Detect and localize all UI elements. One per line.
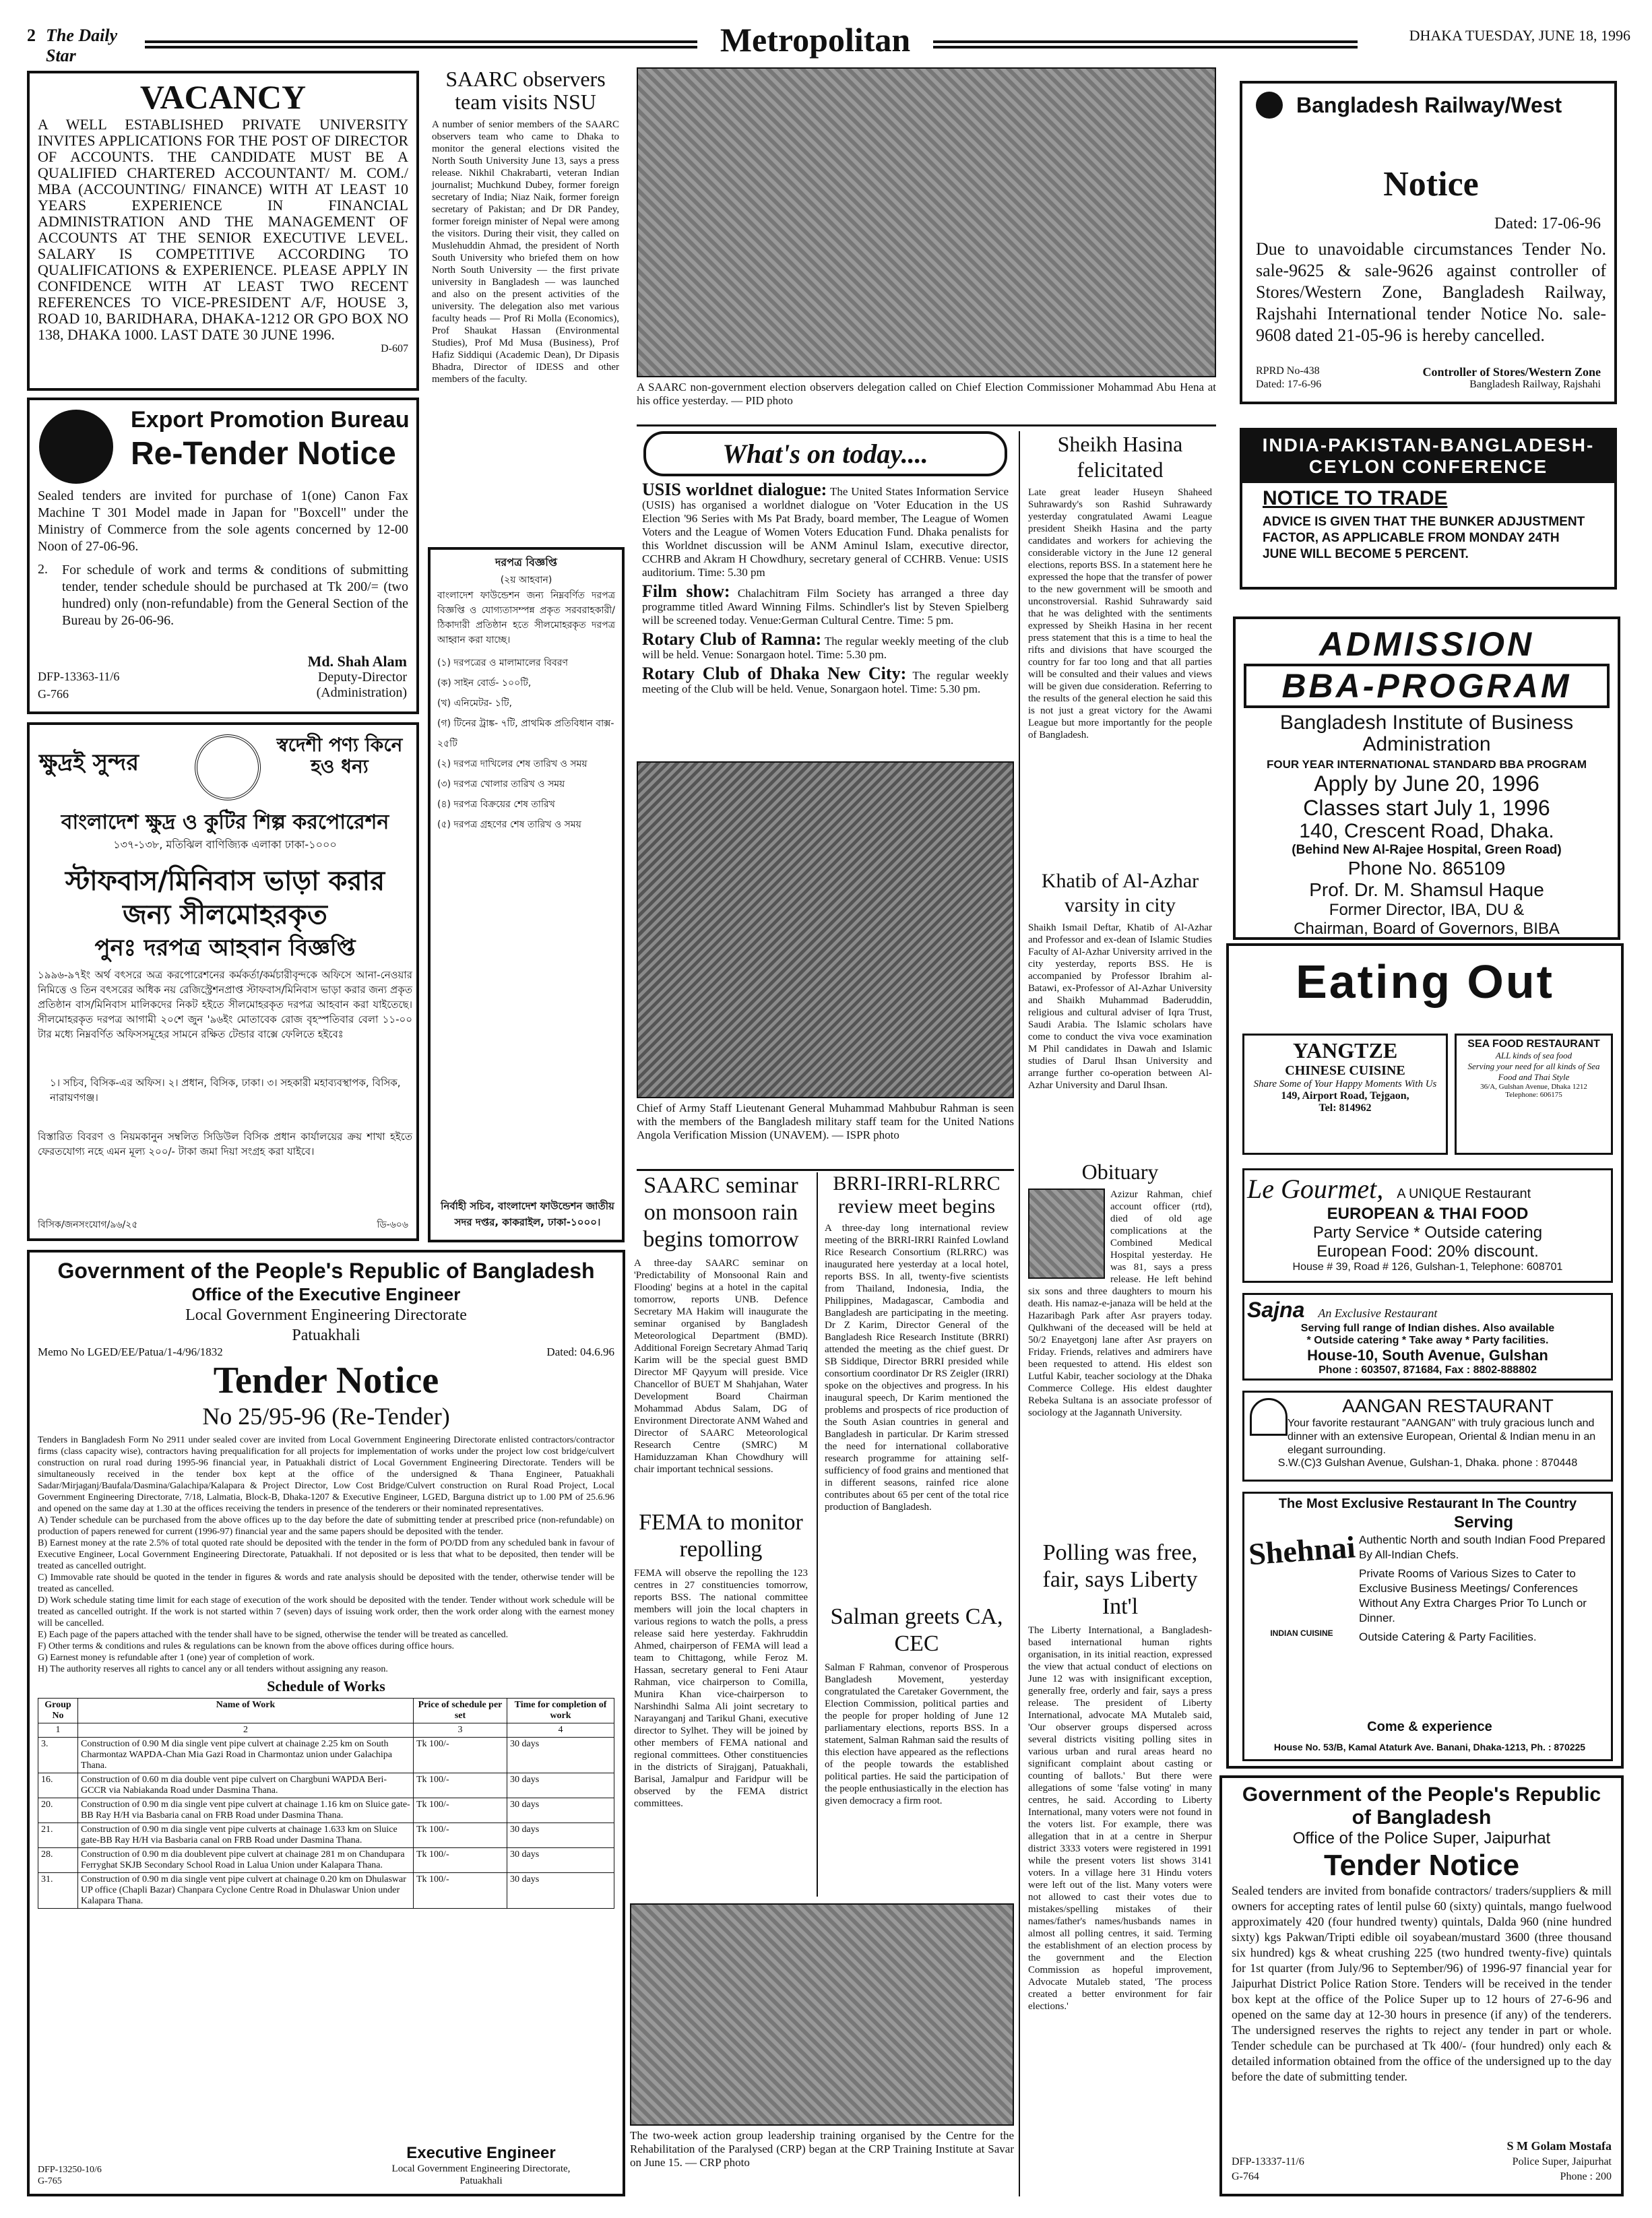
bt-item: (খ) এনিমেটর- ১টি,	[437, 698, 512, 709]
aangan-name: AANGAN RESTAURANT	[1342, 1395, 1554, 1416]
police-body: Sealed tenders are invited from bonafide contractors/ traders/suppliers & mill owners for accepting rates of lentil pulse 60 (sixty) quintals, mango fuelwood approximately 420 (four hundred twenty) quintals, Dalda 960 (nine hundred sixty) kgs Pakwan/Tripti edible oil soyabean/mustard 3600 (three thousand six hundred) kgs & wheat crushing 225 (two hundred twenty-five) quintals for 1st quarter (from July/96 to September/96) of 1996-97 financial year for Jaipurhat District Police Ration Store. Tenders will be received in the tender box kept at the office of the Police Super up to 12 hours of 27-6-96 and opened on the same day at 12-30 hours in presence (if any) of the tenderers. The undersigned reserves the rights to reject any tender in part or whole. Tender schedule can be purchased at Tk 400/- (four hundred) only each & detailed information obtained from the office of the undersigned up to the day before the date of submitting tender.	[1232, 1884, 1612, 2083]
police-role: Police Super, Jaipurhat	[1512, 2156, 1612, 2167]
story-headline: Sheikh Hasina felicitated	[1057, 432, 1183, 482]
table-row	[38, 1798, 614, 1823]
railway-logo-icon	[1256, 92, 1283, 119]
whats-on-text: The United States Information Service (USIS) has organised a worldnet dialogue on 'Voter Education in the US Election '96 Series with Ms Pat Brady, board member, The League of Women Voters and the League of Women Voters Education Fund. Dhaka penalists for this Worldnet discussion will be ANM Aminul Islam, executive director, CCHRB and Akram H Chowdhury, secretary general of CCHRB. Venue: USIS auditorium. Time: 5.30 pm	[642, 485, 1009, 579]
bscic-headline-3: পুনঃ দরপত্র আহবান বিজ্ঞপ্তি	[94, 934, 356, 961]
lged-condition: D) Work schedule stating time limit for each stage of execution of the work should be deposited with the tender. Tender without work schedule will be treated as cancelled outright. If the work is not started within 7 (seven) days of issuing work order, then the work order along with the earnest money will be cancelled.	[38, 1595, 614, 1628]
epb-para-2: For schedule of work and terms & conditions of submitting tender, tender schedule should be purchased at Tk 200/= (two hundred) only (non-refundable) from the General Section of the Bureau by 26-06-96.	[62, 563, 408, 628]
epb-title: Re-Tender Notice	[131, 436, 396, 472]
yangtze-ad	[1242, 1034, 1448, 1155]
aangan-address: S.W.(C)3 Gulshan Avenue, Gulshan-1, Dhaka. phone : 870448	[1277, 1457, 1578, 1469]
vacancy-body: A WELL ESTABLISHED PRIVATE UNIVERSITY INVITES APPLICATIONS FOR THE POST OF DIRECTOR OF ACCOUNTS. THE CANDIDATE MUST BE A QUALIFIED CHARTERED ACCOUNTANT/ M. COM./ MBA (ACCOUNTING/ FINANCE) WITH AT LEAST 10 YEARS EXPERIENCE IN FINANCIAL ADMINISTRATION AND THE MANAGEMENT OF ACCOUNTS AT THE SENIOR EXECUTIVE LEVEL. SALARY IS COMPETITIVE ACCORDING TO QUALIFICATIONS & EXPERIENCE. PLEASE APPLY IN CONFIDENCE WITH AT LEAST TWO RECENT REFERENCES TO VICE-PRESIDENT A/F, HOUSE 3, ROAD 10, BARIDHARA, DHAKA-1212 OR GPO BOX NO 138, DHAKA 1000. LAST DATE 30 JUNE 1996.	[38, 116, 408, 343]
sajna-tag: An Exclusive Restaurant	[1318, 1306, 1438, 1320]
gourmet-address: House # 39, Road # 126, Gulshan-1, Telephone: 608701	[1292, 1261, 1563, 1273]
bscic-slogan-right: স্বদেশী পণ্য কিনে হও ধন্য	[276, 734, 403, 778]
rule	[637, 1169, 1014, 1171]
bba-phone: Phone No. 865109	[1347, 858, 1506, 879]
th-group: Group No	[38, 1699, 78, 1723]
table-row	[38, 1848, 614, 1873]
ipbc-title: NOTICE TO TRADE	[1263, 487, 1448, 509]
story-body: Azizur Rahman, chief account officer (rtd), died of old age complications at the Combined Medical Hospital yesterday. He was 81, says a press release. He left behind six sons and three daughters to mourn his death. His namaz-e-janaza will be held at the Hazaribagh Park after Asr prayers today. Qulkhwani of the deceased will be held at 50/2 Enayetgonj lane after Asr prayers on Friday. Friends, relatives and admirers have been requested to attend. His eldest son Lutful Kabir, teacher sociology at the Dhaka Commerce College. His eldest daughter Rebeka Sultana is an associate professor of sociology at the Jagannath University.	[1028, 1189, 1212, 1418]
aangan-body: Your favorite restaurant "AANGAN" with truly gracious lunch and dinner with an extensive European, Oriental & Indian menu in an elegant surrounding.	[1288, 1418, 1596, 1456]
yangtze-name: YANGTZE	[1292, 1038, 1398, 1063]
lged-condition: F) Other terms & conditions and rules & regulations can be known from the above offices during office hours.	[38, 1641, 455, 1651]
lged-dated: Dated: 04.6.96	[546, 1345, 614, 1358]
yangtze-tel: Tel: 814962	[1319, 1102, 1372, 1114]
lged-condition: B) Earnest money at the rate 2.5% of total quoted rate should be deposited with the tender in the form of PO/DD from any scheduled bank in favour of Executive Engineer, Local Government Engineering Directorate, Patuakhali. If not deposited or is less that what to be deposited, then tender will be treated as cancelled outright.	[38, 1538, 614, 1571]
section-title: Metropolitan	[720, 21, 911, 59]
railway-ref-date: Dated: 17-6-96	[1256, 379, 1322, 390]
bscic-address: ১৩৭-১৩৮, মতিঝিল বাণিজ্যিক এলাকা ঢাকা-১০০০	[113, 838, 337, 851]
story-headline: Polling was free, fair, says Liberty Int'l	[1042, 1540, 1198, 1619]
bscic-footer: বিস্তারিত বিবরণ ও নিয়মকানুন সম্বলিত সিডিউল বিসিক প্রধান কার্যালয়ের ক্রয় শাখা হইতে ফেরতযোগ্য নহে এমন মূল্য ২০০/- টাকা জমা দিয়া সংগ্রহ করা যাইবে।	[38, 1131, 412, 1158]
lged-place: Patuakhali	[292, 1327, 360, 1344]
shehnai-top: The Most Exclusive Restaurant In The Country	[1278, 1496, 1577, 1511]
railway-title: Notice	[1383, 165, 1479, 203]
th-name: Name of Work	[78, 1699, 414, 1723]
railway-signer-2: Bangladesh Railway, Rajshahi	[1469, 379, 1601, 390]
seafood-name: SEA FOOD RESTAURANT	[1467, 1038, 1600, 1050]
polling-story	[1024, 1540, 1216, 2196]
cell: Construction of 0.60 m dia double vent pipe culvert on Chargbuni WAPDA Beri-GCCR via Nabiakanda Road under Dasmina Thana.	[78, 1773, 414, 1798]
cell: 28.	[38, 1848, 78, 1873]
whats-on-text: The regular weekly meeting of the Club will be held. Venue, Sonargaon hotel. Time: 5.30 pm.	[642, 669, 1009, 695]
story-body: The Liberty International, a Bangladesh-based international human rights organisation, in its initial reaction, expressed the view that actual conduct of elections on June 12 was with insignificant exception, generally free, orderly and fair, says a press release. The president of Liberty International, advocate MA Mutaleb said, 'Our observer groups dispersed across several districts visiting polling sites in various urban and rural areas heard no significant complaint about casting or counting of ballots.' But there were allegations of some 'false voting' in many centres, he said. According to Liberty International, many voters were not found in the voters list. For example, there was allegation that in at a centre in Sherpur district 3333 voters were registered in 1991 while the present voters list shows 3141 voters. In a village here 31 Hindu voters were left out of the list. Many voters were not allowed to cast their votes due to mistakes/spelling mistakes of their names/father's names/husbands names in almost all polling centres, it said. Terming the establishment of an election process by the government and the Election Commission as hopeful improvement, Advocate Mutaleb stated, 'The process created a better environment for fair elections.'	[1028, 1625, 1212, 2012]
whats-on-head: Film show:	[642, 581, 730, 601]
seafood-address: 36/A, Gulshan Avenue, Dhaka 1212	[1480, 1083, 1587, 1091]
shehnai-sub: INDIAN CUISINE	[1270, 1628, 1333, 1638]
gourmet-name: Le Gourmet,	[1247, 1174, 1384, 1204]
sajna-address: House-10, South Avenue, Gulshan	[1307, 1347, 1548, 1364]
shehnai-bullet: Authentic North and south Indian Food Prepared By All-Indian Chefs.	[1359, 1533, 1606, 1561]
bba-address: 140, Crescent Road, Dhaka.	[1299, 820, 1554, 842]
lged-subtitle: No 25/95-96 (Re-Tender)	[202, 1403, 450, 1430]
whats-on-text: The regular weekly meeting of the club will be held. Venue: Sonargaon hotel. Time: 5.30 pm.	[642, 635, 1009, 661]
sajna-name: Sajna	[1247, 1298, 1305, 1322]
eating-out-title: Eating Out	[1296, 955, 1554, 1008]
cell: Construction of 0.90 m dia single vent pipe culvert at chainage 1.16 km on Sluice gate-BB Ray H/H via Basbaria canal on FRB Road under Dasmina Thana.	[78, 1798, 414, 1823]
cell: Tk 100/-	[414, 1823, 507, 1848]
epb-signer: Md. Shah Alam	[307, 653, 407, 670]
aangan-logo-icon	[1250, 1398, 1288, 1436]
bscic-tender-ad	[27, 722, 419, 1241]
bscic-headline-2: জন্য সীলমোহরকৃত	[123, 899, 327, 930]
gourmet-cuisine: EUROPEAN & THAI FOOD	[1327, 1205, 1529, 1223]
bt-item: (৫) দরপত্র গ্রহণের শেষ তারিখ ও সময়	[437, 819, 581, 830]
whats-on-head: Rotary Club of Ramna:	[642, 629, 822, 649]
epb-code: G-766	[38, 687, 69, 701]
bt-sub: (২য় আহবান)	[500, 575, 552, 585]
lged-title: Tender Notice	[213, 1360, 439, 1401]
eating-out-section	[1226, 943, 1624, 1769]
seafood-tag-2: Serving your need for all kinds of Sea Food and Thai Style	[1467, 1061, 1600, 1082]
epb-para-1: Sealed tenders are invited for purchase of 1(one) Canon Fax Machine T 301 Model made in Japan for "Boxcell" under the Ministry of Commerce from the sole agents concerned by 12-00 Noon of 27-06-96.	[38, 488, 408, 554]
sajna-ad	[1242, 1293, 1613, 1381]
th-index: 3	[414, 1723, 507, 1738]
story-headline: BRRI-IRRI-RLRRC review meet begins	[833, 1172, 1000, 1217]
seafood-tel: Telephone: 606175	[1505, 1091, 1562, 1099]
paper-name: The Daily Star	[46, 26, 118, 65]
bscic-code: ডি-৬০৬	[377, 1219, 408, 1230]
masthead	[27, 20, 1630, 67]
story-body: A number of senior members of the SAARC observers team who came to Dhaka to monitor the general elections visited the North South University June 13, says a press release. Nikhil Chakrabarti, veteran Indian journalist; Muchkund Dubey, former foreign secretary of India; Niaz Naik, former foreign secretary of Pakistan; and Dr DR Pandey, former foreign minister of Nepal were among the visitors. During their visit, they called on Muslehuddin Ahmad, the president of North South University who briefed them on how North South University — the first private university in Bangladesh — was launched and also on the present activities of the university. The delegation also met various faculty heads — Prof Ri Molla (Economics), Prof Shaukat Hassan (Environmental Studies), Prof Md Musa (Business), Prof Hafiz Siddiqui (Academic Dean), Dr Dipasis Bhadra, Director of IDESS and other members of the faculty.	[432, 119, 619, 385]
saarc-observers-story	[428, 67, 623, 542]
cell: 16.	[38, 1773, 78, 1798]
epb-designation: Deputy-Director (Administration)	[316, 670, 407, 700]
lged-condition: C) Immovable rate should be quoted in the tender in figures & words and rate analysis should be deposited with the tender, otherwise tender will be treated as cancelled.	[38, 1573, 614, 1594]
police-phone: Phone : 200	[1560, 2171, 1612, 2182]
lged-tender-ad	[27, 1250, 625, 2196]
ipbc-notice-ad	[1240, 428, 1617, 590]
th-index: 4	[507, 1723, 614, 1738]
railway-notice-ad	[1240, 81, 1617, 404]
cell: Tk 100/-	[414, 1873, 507, 1909]
cell: 21.	[38, 1823, 78, 1848]
rule	[817, 1172, 818, 1897]
crp-training-photo	[630, 1903, 1014, 2126]
cell: Construction of 0.90 m dia single vent pipe culvert at chainage 0.20 km on Dhulaswar UP office (Chapli Bazar) Chanpara Cyclone Centre Road in Dhulaswar Union under Kalapara Thana.	[78, 1873, 414, 1909]
gourmet-promo: European Food: 20% discount.	[1316, 1242, 1539, 1261]
epb-para-2-no: 2.	[38, 562, 48, 577]
story-headline: Khatib of Al-Azhar varsity in city	[1041, 870, 1199, 916]
bt-item: (২) দরপত্র দাখিলের শেষ তারিখ ও সময়	[437, 759, 587, 769]
page-number: 2	[27, 26, 36, 45]
table-row	[38, 1823, 614, 1848]
seafood-tag-1: ALL kinds of sea food	[1495, 1050, 1572, 1060]
whats-on-title: What's on today....	[643, 431, 1007, 476]
bba-apply: Apply by June 20, 1996	[1314, 771, 1539, 796]
bscic-headline-1: স্টাফবাস/মিনিবাস ভাড়া করার	[65, 866, 385, 897]
whats-on-text: Chalachitram Film Society has arranged a three day programme titled Award Winning Films. Schindler's list by Steven Spielberg will be screened today. Venue:German Cultural Centre. Time: 5 pm.	[642, 587, 1009, 627]
bt-footer: নির্বাহী সচিব, বাংলাদেশ ফাউন্ডেশন জাতীয় সদর দপ্তর, কাকরাইল, ঢাকা-১০০০।	[441, 1200, 614, 1228]
police-ref: DFP-13337-11/6	[1232, 2156, 1304, 2167]
epb-retender-ad	[27, 398, 419, 714]
th-index: 2	[78, 1723, 414, 1738]
cell: Construction of 0.90 m dia doublevent pipe culvert at chainage 281 m on Chandupara Ferryghat SKJB Secondary School Road in Lalua Union under Kalapara Thana.	[78, 1848, 414, 1873]
bt-item: (গ) টিনের ট্রাঙ্ক- ৭টি, প্রাথমিক প্রতিবিধান বাক্স- ২৫টি	[437, 718, 614, 749]
bt-items	[437, 653, 615, 835]
cell: 20.	[38, 1798, 78, 1823]
lged-memo: Memo No LGED/EE/Patua/1-4/96/1832	[38, 1345, 223, 1358]
photo-caption-3: The two-week action group leadership training organised by the Centre for the Rehabilitation of the Paralysed (CRP) began at the CRP Training Institute at Savar on June 15. — CRP photo	[630, 2129, 1014, 2169]
sajna-line-1: Serving full range of Indian dishes. Also available	[1300, 1323, 1555, 1334]
bba-admission-ad	[1233, 616, 1620, 940]
table-row	[38, 1738, 614, 1773]
cell: 30 days	[507, 1848, 614, 1873]
fema-story	[630, 1509, 812, 1900]
gourmet-tag: A UNIQUE Restaurant	[1397, 1186, 1531, 1201]
bscic-ref: বিসিক/জনসংযোগ/৯৬/২৫	[38, 1219, 138, 1230]
seafood-ad	[1455, 1034, 1613, 1155]
cell: 30 days	[507, 1873, 614, 1909]
lged-signer-office: Local Government Engineering Directorate, Patuakhali	[391, 2163, 571, 2186]
epb-ref: DFP-13363-11/6	[38, 670, 120, 683]
police-signer: S M Golam Mostafa	[1506, 2139, 1612, 2153]
police-title: Tender Notice	[1323, 1849, 1520, 1882]
ipbc-body: ADVICE IS GIVEN THAT THE BUNKER ADJUSTMENT FACTOR, AS APPLICABLE FROM MONDAY 24TH JUNE WILL BECOME 5 PERCENT.	[1263, 515, 1585, 561]
gourmet-ad	[1242, 1168, 1613, 1283]
saarc-delegation-photo	[637, 67, 1216, 377]
epb-org: Export Promotion Bureau	[131, 407, 410, 433]
lged-code: G-765	[38, 2176, 62, 2186]
bba-classes: Classes start July 1, 1996	[1303, 796, 1550, 820]
ipbc-line-2: CEYLON CONFERENCE	[1308, 456, 1548, 477]
rule	[637, 424, 1216, 426]
bba-line-1: ADMISSION	[1319, 625, 1535, 663]
lged-ref: DFP-13250-10/6	[38, 2165, 102, 2175]
bscic-slogan-left: ক্ষুদ্রই সুন্দর	[39, 749, 139, 776]
shehnai-serving: Serving	[1453, 1513, 1514, 1531]
bscic-logo-icon	[195, 734, 261, 800]
cell: Construction of 0.90 M dia single vent pipe culvert at chainage 2.25 km on South Charmontaz WAPDA-Chan Mia Gazi Road in Charmontaz union under Galachipa Thana.	[78, 1738, 414, 1773]
cell: Tk 100/-	[414, 1848, 507, 1873]
sajna-line-2: * Outside catering * Take away * Party facilities.	[1306, 1335, 1549, 1346]
masthead-rule-left	[145, 40, 697, 49]
table-row	[38, 1873, 614, 1909]
salman-story	[821, 1604, 1013, 1900]
photo-caption-1: A SAARC non-government election observers delegation called on Chief Election Commissioner Mohammad Abu Hena at his office yesterday. — PID photo	[637, 381, 1216, 407]
bba-person: Prof. Dr. M. Shamsul Haque	[1309, 879, 1544, 900]
yangtze-tag: Share Some of Your Happy Moments With Us	[1253, 1079, 1437, 1089]
bt-item: (ক) সাইন বোর্ড- ১০০টি,	[437, 678, 532, 689]
cell: 30 days	[507, 1823, 614, 1848]
th-price: Price of schedule per set	[414, 1699, 507, 1723]
bt-item: (৩) দরপত্র খোলার তারিখ ও সময়	[437, 779, 565, 790]
yangtze-sub: CHINESE CUISINE	[1285, 1063, 1405, 1078]
police-office: Office of the Police Super, Jaipurhat	[1292, 1829, 1551, 1847]
obituary-story	[1024, 1159, 1216, 1536]
whats-on-today	[637, 431, 1014, 755]
table-row	[38, 1773, 614, 1798]
bt-body: বাংলাদেশ ফাউন্ডেশন জন্য নিম্নবর্ণিত দরপত্র বিজ্ঞপ্তি ও যোগ্যতাসম্পন্ন প্রকৃত সরবরাহকারী/ঠিকাদারী প্রতিষ্ঠান হতে সীলমোহরকৃত দরপত্র আহ্বান করা যাচ্ছে।	[437, 590, 615, 645]
bscic-org: বাংলাদেশ ক্ষুদ্র ও কুটির শিল্প করপোরেশন	[61, 811, 389, 834]
dateline: DHAKA TUESDAY, JUNE 18, 1996	[1409, 27, 1630, 44]
sajna-phone: Phone : 603507, 871684, Fax : 8802-888802	[1319, 1364, 1537, 1376]
railway-ref: RPRD No-438	[1256, 365, 1320, 377]
lged-gov: Government of the People's Republic of Bangladesh	[57, 1259, 595, 1283]
bt-title: দরপত্র বিজ্ঞপ্তি	[495, 556, 557, 569]
epb-logo-icon	[39, 410, 113, 484]
cell: 31.	[38, 1873, 78, 1909]
aangan-ad	[1242, 1391, 1613, 1482]
cell: 30 days	[507, 1738, 614, 1773]
bba-role-2: Chairman, Board of Governors, BIBA	[1294, 920, 1560, 938]
bba-role: Former Director, IBA, DU &	[1329, 901, 1525, 919]
th-time: Time for completion of work	[507, 1699, 614, 1723]
cell: 3.	[38, 1738, 78, 1773]
story-body: Late great leader Huseyn Shaheed Suhrawardy's son Rashid Suhrawardy yesterday congratulated Awami League president Sheikh Hasina and the party candidates and workers for achieving the considerable victory in the June 12 general elections, reports BSS. In a statement here he expressed the hope that the transfer of power to the new government will be smooth and unconstroversial. Rashid Suhrawardy said that he was delighted with the sentiments expressed by Sheikh Hasina in her recent press statement that this is a time to heal the rifts and divisions that have scourged the country for far too long and that all parties will be consulted and their values and views will be given due consideration. Referring to the results of the general election he said this is not just a great victory for the Awami League but more importantly for the people of Bangladesh.	[1028, 487, 1212, 740]
story-headline: FEMA to monitor repolling	[639, 1510, 803, 1562]
shehnai-bullet: Private Rooms of Various Sizes to Cater to Exclusive Business Meetings/ Conferences Without Any Extra Charges Prior To Lunch or Dinner.	[1359, 1567, 1587, 1624]
cell: Construction of 0.90 m dia single vent pipe culverts at chainage 1.633 km on Sluice gate-BB Ray H/H via Basbaria canal on FRB Road under Dasmina Thana.	[78, 1823, 414, 1848]
railway-dated: Dated: 17-06-96	[1494, 215, 1601, 232]
photo-caption-2: Chief of Army Staff Lieutenant General Muhammad Mahbubur Rahman is seen with the members of the Bangladesh military staff team for the United Nations Angola Verification Mission (UNAVEM). — ISPR photo	[637, 1102, 1014, 1141]
ipbc-line-1: INDIA-PAKISTAN-BANGLADESH-	[1262, 435, 1595, 455]
lged-condition: G) Earnest money is refundable after 1 (one) year of completion of work.	[38, 1653, 315, 1663]
khatib-story	[1024, 869, 1216, 1159]
yangtze-address: 149, Airport Road, Tejgaon,	[1281, 1090, 1409, 1102]
shehnai-come: Come & experience	[1367, 1719, 1492, 1734]
bba-landmark: (Behind New Al-Rajee Hospital, Green Road)	[1292, 843, 1562, 857]
railway-body: Due to unavoidable circumstances Tender No. sale-9625 & sale-9626 against controller of Stores/Western Zone, Bangladesh Railway, Rajshahi International tender Notice No. sale-9608 dated 21-05-96 is hereby cancelled.	[1256, 239, 1606, 345]
army-chief-photo	[637, 761, 1014, 1098]
vacancy-ad	[27, 71, 419, 391]
bscic-places: ১। সচিব, বিসিক-এর অফিস। ২। প্রধান, বিসিক, ঢাকা। ৩। সহকারী মহাব্যবস্থাপক, বিসিক, নারায়ণগঞ্জ।	[50, 1077, 401, 1104]
shehnai-address: House No. 53/B, Kamal Ataturk Ave. Banani, Dhaka-1213, Ph. : 870225	[1273, 1742, 1586, 1752]
railway-signer: Controller of Stores/Western Zone	[1422, 365, 1601, 379]
story-headline: Obituary	[1081, 1160, 1159, 1184]
story-body: FEMA will observe the repolling the 123 centres in 27 constituencies tomorrow, reports BSS. The national committee members will join the local chapters in various regions to watch the polls, a press release said here yesterday. Fakhruddin Ahmed, chairperson of FEMA will lead a team to Chittagong, while Feroz M. Hassan, secretary general to Feni Ataur Rahman, vice chairperson to Comilla, Munira Khan vice-chairperson to Narshindhi Salma Ali joint secretary to Narayanganj and Tarikul Ghani, executive director to Sylhet. They will be joined by other members of FEMA national and regional committees. Other constituencies in the districts of Sirajganj, Patuakhali, Barisal, Jamalpur and Faridpur will be observed by the FEMA district committees.	[634, 1568, 808, 1809]
bangla-tender-ad	[428, 547, 625, 1242]
vacancy-title: VACANCY	[139, 78, 307, 116]
masthead-rule-right	[933, 40, 1358, 49]
obituary-photo	[1028, 1189, 1105, 1279]
lged-condition: A) Tender schedule can be purchased from the above offices up to the day before the date of submitting tender at prescribed price (non-refundable) on production of papers renewed for current (1996-97) financial year and the same papers should be deposited with the tender.	[38, 1515, 614, 1537]
brri-story	[821, 1172, 1013, 1604]
bt-item: (৪) দরপত্র বিক্রয়ের শেষ তারিখ	[437, 799, 555, 810]
story-body: A three-day SAARC seminar on 'Predictability of Monsoonal Rain and Flooding' begins at a hotel in the capital tomorrow, reports UNB. Defence Secretary MA Hakim will inaugurate the seminar organised by Bangladesh Meteorological Department (BMD). Additional Foreign Secretary Ahmad Tariq Karim will be the special guest BMD Director MF Qayyum will preside. Vice Chancellor of BUET M Shahjahan, Water Development Board Chairman Mohammad Abdus Salam, DG of Environment Directorate ANM Wahed and Director of SAARC Meteorological Research Centre (SMRC) M Hamiduzzaman Khan Chowdhury will chair important technical sessions.	[634, 1258, 808, 1475]
bt-item: (১) দরপত্রের ও মালামালের বিবরণ	[437, 658, 568, 668]
lged-dept: Local Government Engineering Directorate	[185, 1306, 467, 1324]
rule	[1019, 431, 1020, 2196]
bba-inst: Bangladesh Institute of Business Administration	[1279, 711, 1574, 755]
cell: Tk 100/-	[414, 1738, 507, 1773]
railway-org: Bangladesh Railway/West	[1296, 93, 1562, 117]
th-index: 1	[38, 1723, 78, 1738]
lged-schedule-title: Schedule of Works	[267, 1678, 385, 1694]
cell: 30 days	[507, 1773, 614, 1798]
story-body: A three-day long international review meeting of the BRRI-IRRI Rainfed Lowland Rice Research Consortium (RLRRC) was inaugurated here yesterday at a local hotel, reports BSS. In all, twenty-five scientists from Thailand, Indonesia, India, the Philippines, Madagascar, Cambodia and Bangladesh are participating in the meeting. Dr Z Karim, Director General of the Bangladesh Rice Research Institute (BRRI) attended the meeting as the chief guest. Dr SB Siddique, Director BRRI presided while consortium coordinator Dr RS Zeigler (IRRI) spoke on the objectives and progress. In his inaugural speech, Dr Karim mentioned the problems and prospects of rice production of the South Asian countries in general and Bangladesh in particular. Dr Karim stressed the need for international collaborative research programme for attaining self-sufficiency of food grains and mentioned that in different seasons, rainfed rice alone contributes about 65 per cent of the total rice production of Bangladesh.	[825, 1223, 1009, 1513]
lged-schedule-table	[38, 1698, 614, 1909]
shehnai-name: Shehnai	[1247, 1529, 1357, 1572]
lged-signer: Executive Engineer	[406, 2144, 556, 2162]
cell: 30 days	[507, 1798, 614, 1823]
story-headline: Salman greets CA, CEC	[830, 1604, 1003, 1656]
police-code: G-764	[1232, 2171, 1259, 2182]
story-headline: SAARC observers team visits NSU	[445, 67, 606, 114]
bscic-body: ১৯৯৬-৯৭ইং অর্থ বৎসরে অত্র করপোরেশনের কর্মকর্তা/কর্মচারীবৃন্দকে অফিসে আনা-নেওয়ার নিমিত্তে ও তিন বৎসরের অধিক নয় রেজিস্ট্রেশনপ্রাপ্ত স্টাফবাস/মিনিবাস ভাড়া করার জন্য প্রকৃত প্রতিষ্ঠান বাস/মিনিবাস মালিকদের নিকট হইতে সীলমোহরকৃত দরপত্র আহবান করা যাইতেছে। সীলমোহরকৃত দরপত্র আগামী ২০শে জুন '৯৬ইং মোতাবেক রোজ বৃহস্পতিবার বেলা ১১-০০ টার মধ্যে নিম্নবর্ণিত অফিসসমূহের সামনে রক্ষিত টেন্ডার বাক্সে ফেলিতে হইবেঃ	[38, 969, 412, 1040]
bba-line-2: BBA-PROGRAM	[1244, 664, 1610, 708]
cell: Tk 100/-	[414, 1773, 507, 1798]
lged-condition: E) Each page of the papers attached with the tender shall have to be signed, otherwise the tender will be treated as cancelled.	[38, 1630, 509, 1640]
gourmet-service: Party Service * Outside catering	[1312, 1224, 1543, 1242]
hasina-story	[1024, 431, 1216, 869]
lged-office: Office of the Executive Engineer	[191, 1284, 461, 1304]
cell: Tk 100/-	[414, 1798, 507, 1823]
story-body: Shaikh Ismail Deftar, Khatib of Al-Azhar and Professor and ex-dean of Islamic Studies Faculty of Al-Azhar University arrived in the city yesterday, reports BSS. He is accompanied by Professor Ibrahim al-Batawi, ex-Professor of Al-Azhar University and Shaikh Muhammad Baderuddin, religious and cultural adviser of Iqra Trust, Saudi Arabia. The Islamic scholars have come to conduct the viva voce examination M Phil candidates in Dawah and Islamic studies of Darul Ihsan University and arrange further co-operation between Al-Azhar University and Darul Ihsan.	[1028, 922, 1212, 1091]
shehnai-bullet: Outside Catering & Party Facilities.	[1359, 1630, 1537, 1643]
lged-condition: H) The authority reserves all rights to cancel any or all tenders without assigning any reason.	[38, 1664, 388, 1674]
lged-intro: Tenders in Bangladesh Form No 2911 under sealed cover are invited from Local Government Engineering Directorate enlisted contractors/contractor firms (class capacity wise), contractors having prequalification for all projects for implementation of works under the project low cost bridge/culvert construction on rural road during 1995-96 financial year, in Patuakhali district of Local Government Engineering Directorate. Tenders will be simultaneously received in the tender box kept at the office of the undersigned & Thana Engineer, Patuakhali Sadar/Mirjaganj/Baufala/Dasmina/Galachipa/Kalapara & Project Director, Low Cost Bridge/Culvert construction on Rural Road Project, Local Government Engineering Directorate, 7/18, Lalmatia, Block-B, Dhaka-1207 & Executive Engineer, LGED, Barguna district up to 1.00 PM of 25.6.96 and opened on the same day at 1.30 at the offices receiving the tenders in presence of the tenderers or their nominated representatives.	[38, 1435, 614, 1514]
story-headline: SAARC seminar on monsoon rain begins tomorrow	[643, 1173, 799, 1252]
vacancy-code: D-607	[381, 343, 408, 354]
lged-conditions	[38, 1515, 614, 1675]
story-body: Salman F Rahman, convenor of Prosperous Bangladesh Movement, yesterday congratulated the Caretaker Government, the Election Commission, political parties and the people for proper holding of June 12 parliamentary elections, reports BSS. In a statement, Salman Rahman said the results of this election have appeared as the reflections of the people towards the established political parties. He said the participation of the people enthusiastically in the election has given democracy a firm root.	[825, 1662, 1009, 1806]
police-tender-ad	[1219, 1775, 1624, 2196]
bba-program: FOUR YEAR INTERNATIONAL STANDARD BBA PROGRAM	[1266, 758, 1587, 771]
police-gov: Government of the People's Republic of Bangladesh	[1242, 1783, 1601, 1829]
saarc-seminar-story	[630, 1172, 812, 1475]
whats-on-head: Rotary Club of Dhaka New City:	[642, 664, 907, 683]
whats-on-head: USIS worldnet dialogue:	[642, 480, 827, 499]
shehnai-ad	[1242, 1492, 1613, 1761]
